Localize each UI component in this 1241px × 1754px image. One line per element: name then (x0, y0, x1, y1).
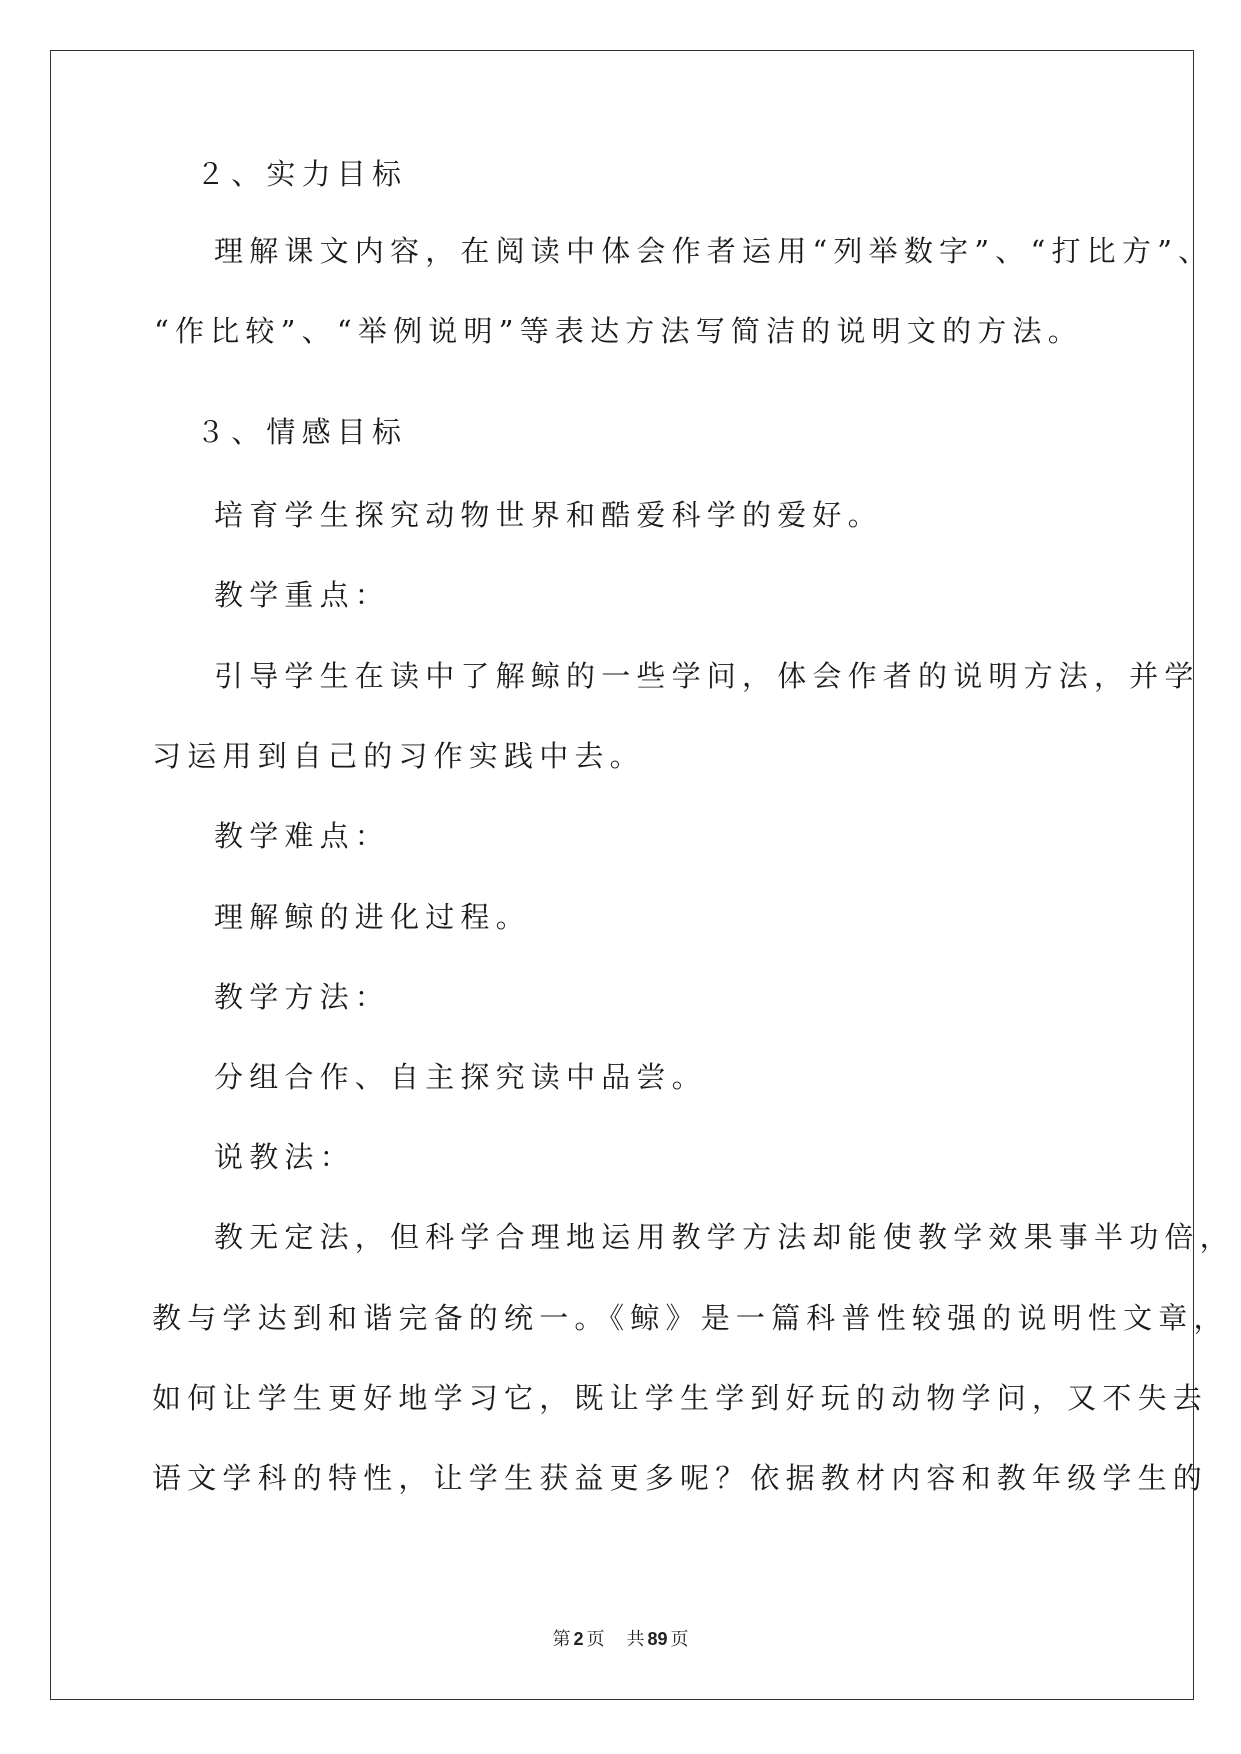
paragraph-line: 语文学科的特性，让学生获益更多呢？依据教材内容和教年级学生的 (152, 1461, 1209, 1495)
heading-ability-goal: ２、实力目标 (196, 157, 408, 191)
paragraph-line: 如何让学生更好地学习它，既让学生学到好玩的动物学问，又不失去 (152, 1381, 1209, 1415)
total-suffix: 页 (670, 1629, 689, 1650)
paragraph-line: 教无定法，但科学合理地运用教学方法却能使教学效果事半功倍， (214, 1220, 1235, 1254)
page-suffix: 页 (586, 1629, 605, 1650)
total-pages: 89 (647, 1629, 668, 1649)
paragraph-line: 理解鲸的进化过程。 (214, 900, 531, 934)
paragraph-line: 引导学生在读中了解鲸的一些学问，体会作者的说明方法，并学 (214, 659, 1200, 693)
total-prefix: 共 (626, 1629, 645, 1650)
page-prefix: 第 (552, 1629, 571, 1650)
heading-teaching-approach: 说教法： (214, 1140, 355, 1174)
paragraph-line: 习运用到自己的习作实践中去。 (152, 739, 645, 773)
page-number: 2 (573, 1629, 584, 1649)
paragraph-line: 教与学达到和谐完备的统一。《鲸》是一篇科普性较强的说明性文章， (152, 1301, 1229, 1335)
paragraph-line: 培育学生探究动物世界和酷爱科学的爱好。 (214, 498, 883, 532)
page-border (50, 50, 1194, 1700)
heading-emotion-goal: ３、情感目标 (196, 415, 408, 449)
paragraph-line: 分组合作、自主探究读中品尝。 (214, 1060, 707, 1094)
heading-teaching-difficulty: 教学难点： (214, 819, 391, 853)
heading-teaching-focus: 教学重点： (214, 578, 391, 612)
paragraph-line: 理解课文内容，在阅读中体会作者运用“列举数字”、“打比方”、 (214, 234, 1214, 268)
paragraph-line: “作比较”、“举例说明”等表达方法写简洁的说明文的方法。 (154, 314, 1083, 348)
heading-teaching-method: 教学方法： (214, 980, 391, 1014)
page-footer (0, 1625, 1241, 1651)
